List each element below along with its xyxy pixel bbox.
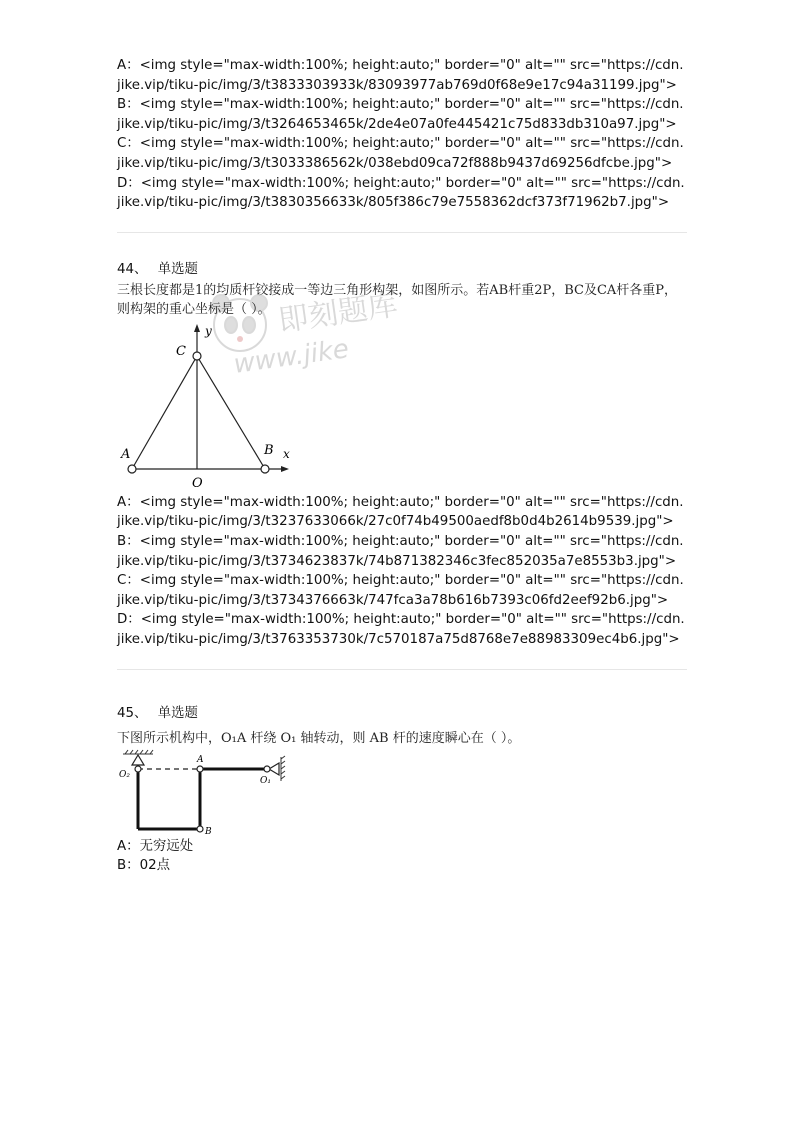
label-o: O [192,475,203,491]
question-stem: 三根长度都是1的均质杆铰接成一等边三角形构架，如图所示。若AB杆重2P，BC及CA杆各重P，则构架的重心坐标是（ ）。 [117,282,678,317]
question-type: 单选题 [157,261,198,277]
q44-option-c[interactable]: C：<img style="max-width:100%; height:auto;" border="0" alt="" src="https://cdn.jike.vip/tiku-pic/img/3/t3734376663k/747fca3a78b616b7393c06fd2eef92b6.jpg"> [117,573,684,608]
option-text: 02点 [139,858,171,874]
joint-a [128,465,136,473]
joint-b [197,826,203,832]
label-b: B [264,442,274,458]
q44-option-d[interactable]: D：<img style="max-width:100%; height:auto;" border="0" alt="" src="https://cdn.jike.vip/tiku-pic/img/3/t3763353730k/7c570187a75d8768e7e88983309ec4b6.jpg"> [117,612,685,647]
option-text: <img style="max-width:100%; height:auto;" border="0" alt="" src="https://cdn.jike.vip/tiku-pic/img/3/t3833303933k/83093977ab769d0f68e9e17c94a31199.jpg"> [117,58,684,93]
label-o2: O₂ [119,769,130,780]
option-text: <img style="max-width:100%; height:auto;" border="0" alt="" src="https://cdn.jike.vip/tiku-pic/img/3/t3033386562k/038ebd09ca72f888b9437d69256dfcbe.jpg"> [117,136,684,171]
question-number: 44、 [117,261,148,277]
q43-option-d[interactable]: D：<img style="max-width:100%; height:auto;" border="0" alt="" src="https://cdn.jike.vip/tiku-pic/img/3/t3830356633k/805f386c79e7558362dcf373f71962b7.jpg"> [117,175,685,211]
label-y: y [205,323,212,338]
joint-c [193,352,201,360]
label-a: A [121,446,131,462]
label-a: A [197,754,204,765]
question-header [117,260,687,280]
ground-hatch-right [281,756,285,781]
option-text: <img style="max-width:100%; height:auto;" border="0" alt="" src="https://cdn.jike.vip/tiku-pic/img/3/t3734623837k/74b871382346c3fec852035a7e8553b3.jpg"> [117,533,684,569]
question-number: 45、 [117,705,148,721]
x-axis-arrow-icon [281,466,289,472]
joint-b [261,465,269,473]
q45-option-b[interactable]: B：02点 [117,858,171,874]
option-text: <img style="max-width:100%; height:auto;" border="0" alt="" src="https://cdn.jike.vip/tiku-pic/img/3/t3763353730k/7c570187a75d8768e7e88983309ec4b6.jpg"> [117,612,685,647]
question-44 [117,260,687,650]
linkage-mechanism-figure [117,749,297,837]
question-type: 单选题 [157,705,198,721]
label-c: C [176,343,186,359]
triangle-truss-figure [117,321,307,493]
label-b: B [205,826,212,837]
bar-bc [197,356,265,469]
q43-option-c[interactable]: C：<img style="max-width:100%; height:auto;" border="0" alt="" src="https://cdn.jike.vip/tiku-pic/img/3/t3033386562k/038ebd09ca72f888b9437d69256dfcbe.jpg"> [117,136,684,171]
option-text: <img style="max-width:100%; height:auto;" border="0" alt="" src="https://cdn.jike.vip/tiku-pic/img/3/t3264653465k/2de4e07a0fe445421c75d833db310a97.jpg"> [117,97,684,132]
question-header [117,704,687,724]
pivot-o2 [132,755,144,765]
y-axis-arrow-icon [194,324,200,332]
watermark-url: www.jike [231,334,351,380]
question-45 [117,704,687,876]
watermark-brand: 即刻题库 [276,287,400,339]
option-text: <img style="max-width:100%; height:auto;" border="0" alt="" src="https://cdn.jike.vip/tiku-pic/img/3/t3734376663k/747fca3a78b616b7393c06fd2eef92b6.jpg"> [117,573,684,608]
divider [117,669,687,670]
label-x: x [283,446,290,461]
question-stem: 下图所示机构中，O₁A 杆绕 O₁ 轴转动，则 AB 杆的速度瞬心在（ ）。 [117,730,521,746]
q43-option-a[interactable]: A：<img style="max-width:100%; height:auto;" border="0" alt="" src="https://cdn.jike.vip/tiku-pic/img/3/t3833303933k/83093977ab769d0f68e9e17c94a31199.jpg"> [117,58,684,93]
option-text: <img style="max-width:100%; height:auto;" border="0" alt="" src="https://cdn.jike.vip/tiku-pic/img/3/t3830356633k/805f386c79e7558362dcf373f71962b7.jpg"> [117,175,685,211]
page-content [117,56,687,876]
joint-o1 [264,766,270,772]
q45-options [117,837,687,876]
option-text: <img style="max-width:100%; height:auto;" border="0" alt="" src="https://cdn.jike.vip/tiku-pic/img/3/t3237633066k/27c0f74b49500aedf8b0d4b2614b9539.jpg"> [117,494,684,530]
label-o1: O₁ [260,775,271,786]
q43-option-b[interactable]: B：<img style="max-width:100%; height:auto;" border="0" alt="" src="https://cdn.jike.vip/tiku-pic/img/3/t3264653465k/2de4e07a0fe445421c75d833db310a97.jpg"> [117,97,684,132]
ground-hatch-left [123,750,153,754]
divider [117,232,687,233]
q43-options [117,56,687,213]
q44-option-b[interactable]: B：<img style="max-width:100%; height:auto;" border="0" alt="" src="https://cdn.jike.vip/tiku-pic/img/3/t3734623837k/74b871382346c3fec852035a7e8553b3.jpg"> [117,533,684,569]
q44-option-a[interactable]: A：<img style="max-width:100%; height:auto;" border="0" alt="" src="https://cdn.jike.vip/tiku-pic/img/3/t3237633066k/27c0f74b49500aedf8b0d4b2614b9539.jpg"> [117,494,684,530]
option-text: 无穷远处 [139,838,194,854]
q45-option-a[interactable]: A：无穷远处 [117,838,194,854]
q44-options [117,493,687,650]
joint-o2 [135,766,141,772]
bar-ca [132,356,197,469]
joint-a [197,766,203,772]
